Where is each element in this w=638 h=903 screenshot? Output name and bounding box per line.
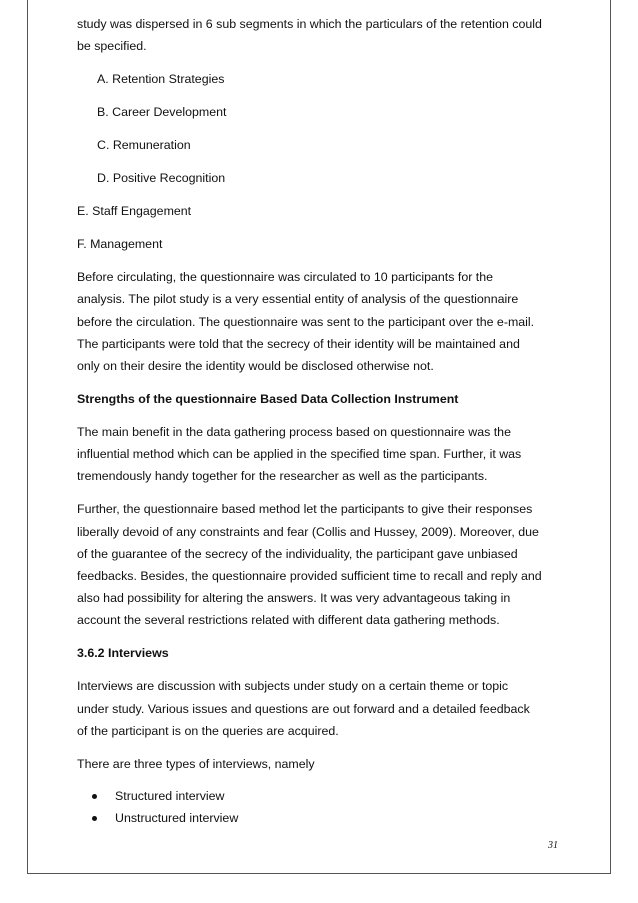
strengths-heading: Strengths of the questionnaire Based Data Collection Instrument [77, 392, 459, 407]
segment-e: E. Staff Engagement [77, 204, 192, 219]
pilot-line-4: The participants were told that the secrecy of their identity will be maintained and [77, 336, 520, 351]
further-line-6: account the several restrictions related with different data gathering methods. [77, 613, 500, 628]
further-line-4: feedbacks. Besides, the questionnaire provided sufficient time to recall and reply and [77, 569, 542, 584]
pilot-line-5: only on their desire the identity would be disclosed otherwise not. [77, 359, 434, 374]
intro-line-1: study was dispersed in 6 sub segments in which the particulars of the retention could [77, 17, 542, 31]
types-intro: There are three types of interviews, namely [77, 756, 315, 771]
bullet-icon [92, 794, 97, 799]
segment-f: F. Management [77, 237, 163, 252]
pilot-line-3: before the circulation. The questionnaire was sent to the participant over the e-mail. [77, 314, 535, 329]
list-item [77, 786, 567, 808]
segment-b: B. Career Development [97, 105, 227, 120]
list-item [77, 808, 567, 830]
interviews-line-1: Interviews are discussion with subjects under study on a certain theme or topic [77, 679, 509, 694]
segment-c: C. Remuneration [97, 138, 191, 153]
interviews-heading: 3.6.2 Interviews [77, 646, 169, 661]
list-item-label: Structured interview [115, 788, 225, 803]
interviews-line-3: of the participant is on the queries are acquired. [77, 723, 339, 738]
further-line-5: also had possibility for altering the answers. It was very advantageous taking in [77, 591, 511, 606]
document-body [77, 13, 567, 829]
interviews-line-2: under study. Various issues and questions are out forward and a detailed feedback [77, 701, 530, 716]
pilot-line-1: Before circulating, the questionnaire was circulated to 10 participants for the [77, 270, 494, 285]
segment-a: A. Retention Strategies [97, 72, 225, 87]
list-item-label: Unstructured interview [115, 810, 239, 825]
further-line-3: of the guarantee of the secrecy of the individuality, the participant gave unbiased [77, 546, 518, 561]
interview-types-list [77, 786, 567, 830]
further-line-2: liberally devoid of any constraints and fear (Collis and Hussey, 2009). Moreover, due [77, 524, 539, 539]
pilot-line-2: analysis. The pilot study is a very essential entity of analysis of the questionnaire [77, 292, 519, 307]
bullet-icon [92, 816, 97, 821]
benefit-line-1: The main benefit in the data gathering process based on questionnaire was the [77, 425, 511, 440]
page-number: 31 [548, 840, 558, 851]
benefit-line-2: influential method which can be applied in the specified time span. Further, it was [77, 447, 522, 462]
further-line-1: Further, the questionnaire based method let the participants to give their responses [77, 502, 533, 517]
intro-line-2: be specified. [77, 39, 147, 54]
benefit-line-3: tremendously handy together for the researcher as well as the participants. [77, 469, 488, 484]
segment-d: D. Positive Recognition [97, 171, 226, 186]
